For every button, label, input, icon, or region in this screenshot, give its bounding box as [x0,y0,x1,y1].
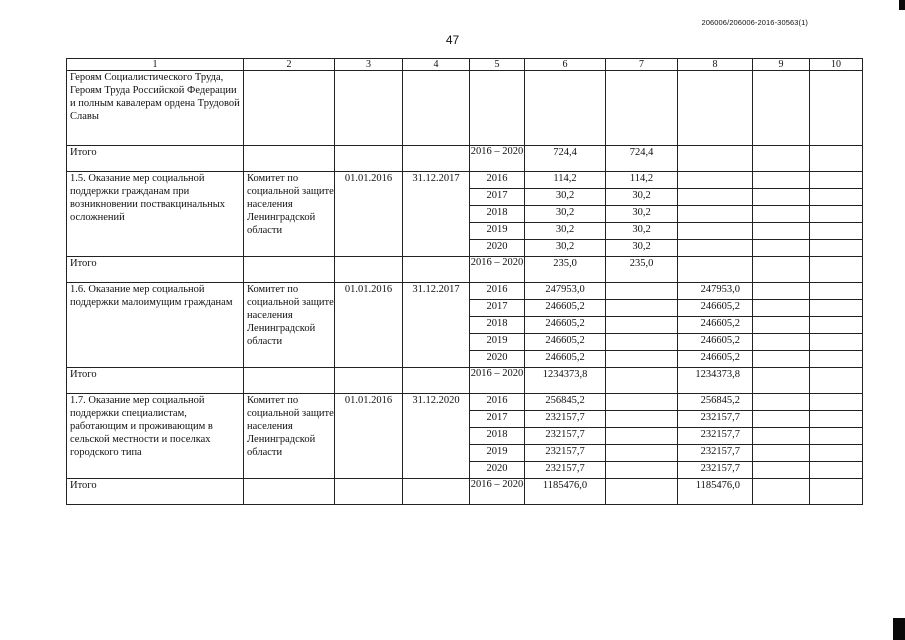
period-cell: 2016 – 2020 [470,368,525,394]
value-cell [606,351,678,368]
executor-cell: Комитет по социальной защите населения Ленинградской области [244,172,335,257]
value-cell: 1234373,8 [678,368,753,394]
year-cell: 2016 [470,394,525,411]
column-header: 6 [525,59,606,71]
value-cell [606,411,678,428]
column-number-row [67,59,863,71]
value-cell [606,334,678,351]
value-cell: 232157,7 [525,462,606,479]
value-cell [678,189,753,206]
value-cell: 235,0 [525,257,606,283]
value-cell: 246605,2 [678,300,753,317]
year-cell: 2017 [470,411,525,428]
end-date: 31.12.2020 [403,394,470,479]
start-date: 01.01.2016 [335,283,403,368]
total-row [67,479,863,505]
value-cell [678,223,753,240]
value-cell: 256845,2 [525,394,606,411]
value-cell: 30,2 [606,223,678,240]
value-cell [606,300,678,317]
year-cell: 2020 [470,351,525,368]
scan-edge-shadow [893,618,905,640]
value-cell: 232157,7 [525,428,606,445]
year-cell: 2018 [470,428,525,445]
column-header: 4 [403,59,470,71]
measure-title: Героям Социалистического Труда, Героям Труда Российской Федерации и полным кавалерам ордена Трудовой Славы [67,71,244,146]
value-cell: 232157,7 [525,411,606,428]
total-row [67,257,863,283]
program-table [66,58,863,505]
value-cell: 232157,7 [678,428,753,445]
year-cell: 2018 [470,317,525,334]
measure-title: 1.6. Оказание мер социальной поддержки малоимущим гражданам [67,283,244,368]
value-cell: 232157,7 [678,411,753,428]
value-cell [606,445,678,462]
measure-title: 1.5. Оказание мер социальной поддержки гражданам при возникновении поствакцинальных осложнений [67,172,244,257]
value-cell: 247953,0 [678,283,753,300]
column-header: 9 [753,59,810,71]
column-header: 8 [678,59,753,71]
value-cell: 30,2 [606,189,678,206]
value-cell [606,428,678,445]
period-cell: 2016 – 2020 [470,257,525,283]
year-cell: 2019 [470,445,525,462]
executor-cell: Комитет по социальной защите населения Ленинградской области [244,394,335,479]
year-cell: 2016 [470,172,525,189]
document-id: 206006/206006-2016-30563(1) [701,18,808,27]
start-date: 01.01.2016 [335,172,403,257]
value-cell: 30,2 [525,240,606,257]
value-cell [606,317,678,334]
value-cell: 30,2 [525,206,606,223]
end-date: 31.12.2017 [403,172,470,257]
value-cell: 235,0 [606,257,678,283]
value-cell [678,206,753,223]
column-header: 3 [335,59,403,71]
value-cell: 1185476,0 [678,479,753,505]
value-cell: 246605,2 [678,351,753,368]
year-cell: 2020 [470,462,525,479]
year-cell: 2017 [470,300,525,317]
value-cell: 246605,2 [525,300,606,317]
value-cell: 724,4 [525,146,606,172]
total-label: Итого [67,257,244,283]
value-cell [606,462,678,479]
value-cell: 246605,2 [525,351,606,368]
value-cell: 256845,2 [678,394,753,411]
column-header: 5 [470,59,525,71]
value-cell: 30,2 [525,189,606,206]
total-row [67,146,863,172]
period-cell: 2016 – 2020 [470,146,525,172]
table-row [67,283,863,300]
column-header: 2 [244,59,335,71]
value-cell: 232157,7 [678,462,753,479]
total-label: Итого [67,146,244,172]
executor-cell: Комитет по социальной защите населения Ленинградской области [244,283,335,368]
year-cell: 2019 [470,223,525,240]
value-cell [678,240,753,257]
year-cell: 2016 [470,283,525,300]
page-number: 47 [445,33,460,47]
value-cell: 1185476,0 [525,479,606,505]
year-cell: 2018 [470,206,525,223]
value-cell: 1234373,8 [525,368,606,394]
end-date: 31.12.2017 [403,283,470,368]
value-cell: 724,4 [606,146,678,172]
column-header: 1 [67,59,244,71]
value-cell: 232157,7 [525,445,606,462]
measure-title: 1.7. Оказание мер социальной поддержки специалистам, работающим и проживающим в сельской местности и поселках городского типа [67,394,244,479]
value-cell: 246605,2 [678,334,753,351]
value-cell: 246605,2 [525,334,606,351]
scan-edge-shadow [899,0,905,10]
value-cell: 30,2 [525,223,606,240]
table-row [67,71,863,146]
value-cell: 114,2 [606,172,678,189]
total-label: Итого [67,368,244,394]
column-header: 10 [810,59,863,71]
value-cell: 114,2 [525,172,606,189]
value-cell [606,368,678,394]
table-row [67,394,863,411]
value-cell: 246605,2 [678,317,753,334]
period-cell: 2016 – 2020 [470,479,525,505]
total-label: Итого [67,479,244,505]
value-cell: 232157,7 [678,445,753,462]
year-cell: 2017 [470,189,525,206]
year-cell: 2019 [470,334,525,351]
value-cell [678,172,753,189]
value-cell: 30,2 [606,206,678,223]
value-cell: 246605,2 [525,317,606,334]
value-cell [606,283,678,300]
total-row [67,368,863,394]
value-cell: 247953,0 [525,283,606,300]
start-date: 01.01.2016 [335,394,403,479]
value-cell [678,257,753,283]
column-header: 7 [606,59,678,71]
year-cell: 2020 [470,240,525,257]
value-cell [606,479,678,505]
table-row [67,172,863,189]
value-cell [606,394,678,411]
value-cell: 30,2 [606,240,678,257]
